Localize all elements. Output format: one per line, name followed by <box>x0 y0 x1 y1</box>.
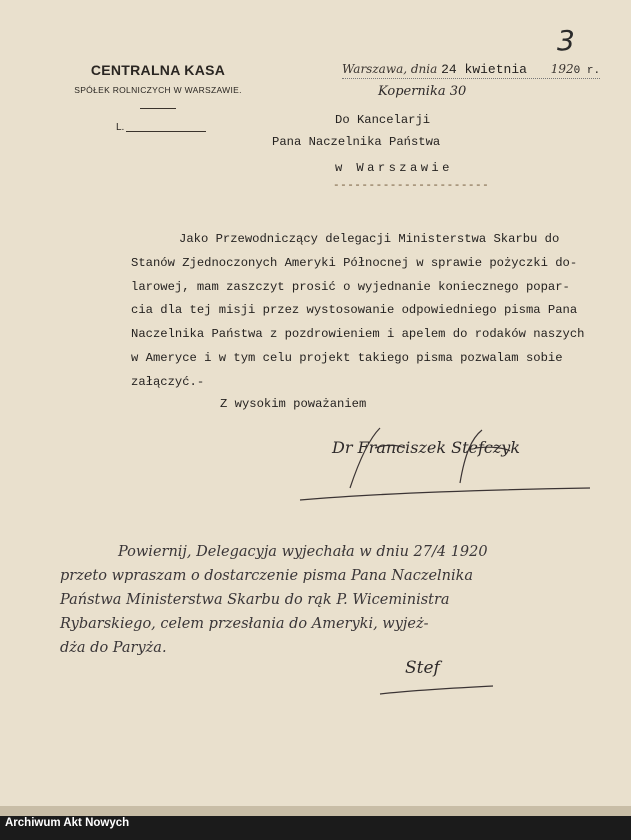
handwritten-address: Kopernika 30 <box>378 84 467 99</box>
letterhead <box>58 62 258 109</box>
signature <box>290 418 600 518</box>
dateline-year-suffix: 0 r. <box>573 65 601 77</box>
letterhead-title: CENTRALNA KASA <box>90 62 226 78</box>
dateline <box>342 62 600 77</box>
body-line: w Ameryce i w tym celu projekt takiego pisma pozwalam sobie <box>131 350 563 365</box>
reference-line <box>116 122 206 133</box>
body-line: Jako Przewodniczący delegacji Ministerstwa Skarbu do <box>179 232 560 246</box>
initials-text: Stef <box>405 658 440 678</box>
body-line: Naczelnika Państwa z pozdrowieniem i apelem do rodaków naszych <box>131 327 585 342</box>
note-line: Rybarskiego, celem przesłania do Ameryki, wyjeż- <box>60 616 429 632</box>
body-line: Stanów Zjednoczonych Ameryki Północnej w sprawie pożyczki do- <box>131 255 578 270</box>
paper-edge <box>0 806 631 816</box>
recipient-line-2: Pana Naczelnika Państwa <box>272 135 441 149</box>
recipient-line-3: w Warszawie <box>335 161 453 175</box>
note-line: Powiernij, Delegacyja wyjechała w dniu 27/4 1920 <box>118 544 488 560</box>
dateline-date: 24 kwietnia <box>441 62 527 77</box>
letterhead-rule <box>140 108 176 109</box>
letterhead-subtitle: SPÓŁEK ROLNICZYCH W WARSZAWIE. <box>74 85 242 95</box>
dateline-year-prefix: 192 <box>550 62 574 76</box>
reference-prefix: L. <box>116 122 125 133</box>
page-number: 3 <box>557 24 575 57</box>
signature-flourish-icon <box>290 418 600 518</box>
recipient-line-1: Do Kancelarji <box>335 113 431 127</box>
recipient-underline: ---------------------- <box>333 180 490 192</box>
note-line: przeto wpraszam o dostarczenie pisma Pana Naczelnika <box>60 568 474 584</box>
closing-salutation: Z wysokim poważaniem <box>220 397 367 411</box>
letter-body <box>131 228 621 395</box>
note-line: dża do Paryża. <box>60 640 167 656</box>
archive-footer: Archiwum Akt Nowych <box>5 817 130 829</box>
dateline-place: Warszawa, dnia <box>342 62 438 76</box>
signature-text: Dr Franciszek Stefczyk <box>332 438 521 457</box>
body-line: cia dla tej misji przez wystosowanie odpowiedniego pisma Pana <box>131 303 578 318</box>
initials-signature <box>375 652 495 702</box>
note-line: Państwa Ministerstwa Skarbu do rąk P. Wiceministra <box>60 592 450 608</box>
reference-blank <box>126 131 206 132</box>
handwritten-note <box>60 540 620 660</box>
body-line: załączyć.- <box>131 374 205 389</box>
body-line: larowej, mam zaszczyt prosić o wyjednanie koniecznego popar- <box>131 279 570 294</box>
dateline-rule <box>342 78 600 79</box>
